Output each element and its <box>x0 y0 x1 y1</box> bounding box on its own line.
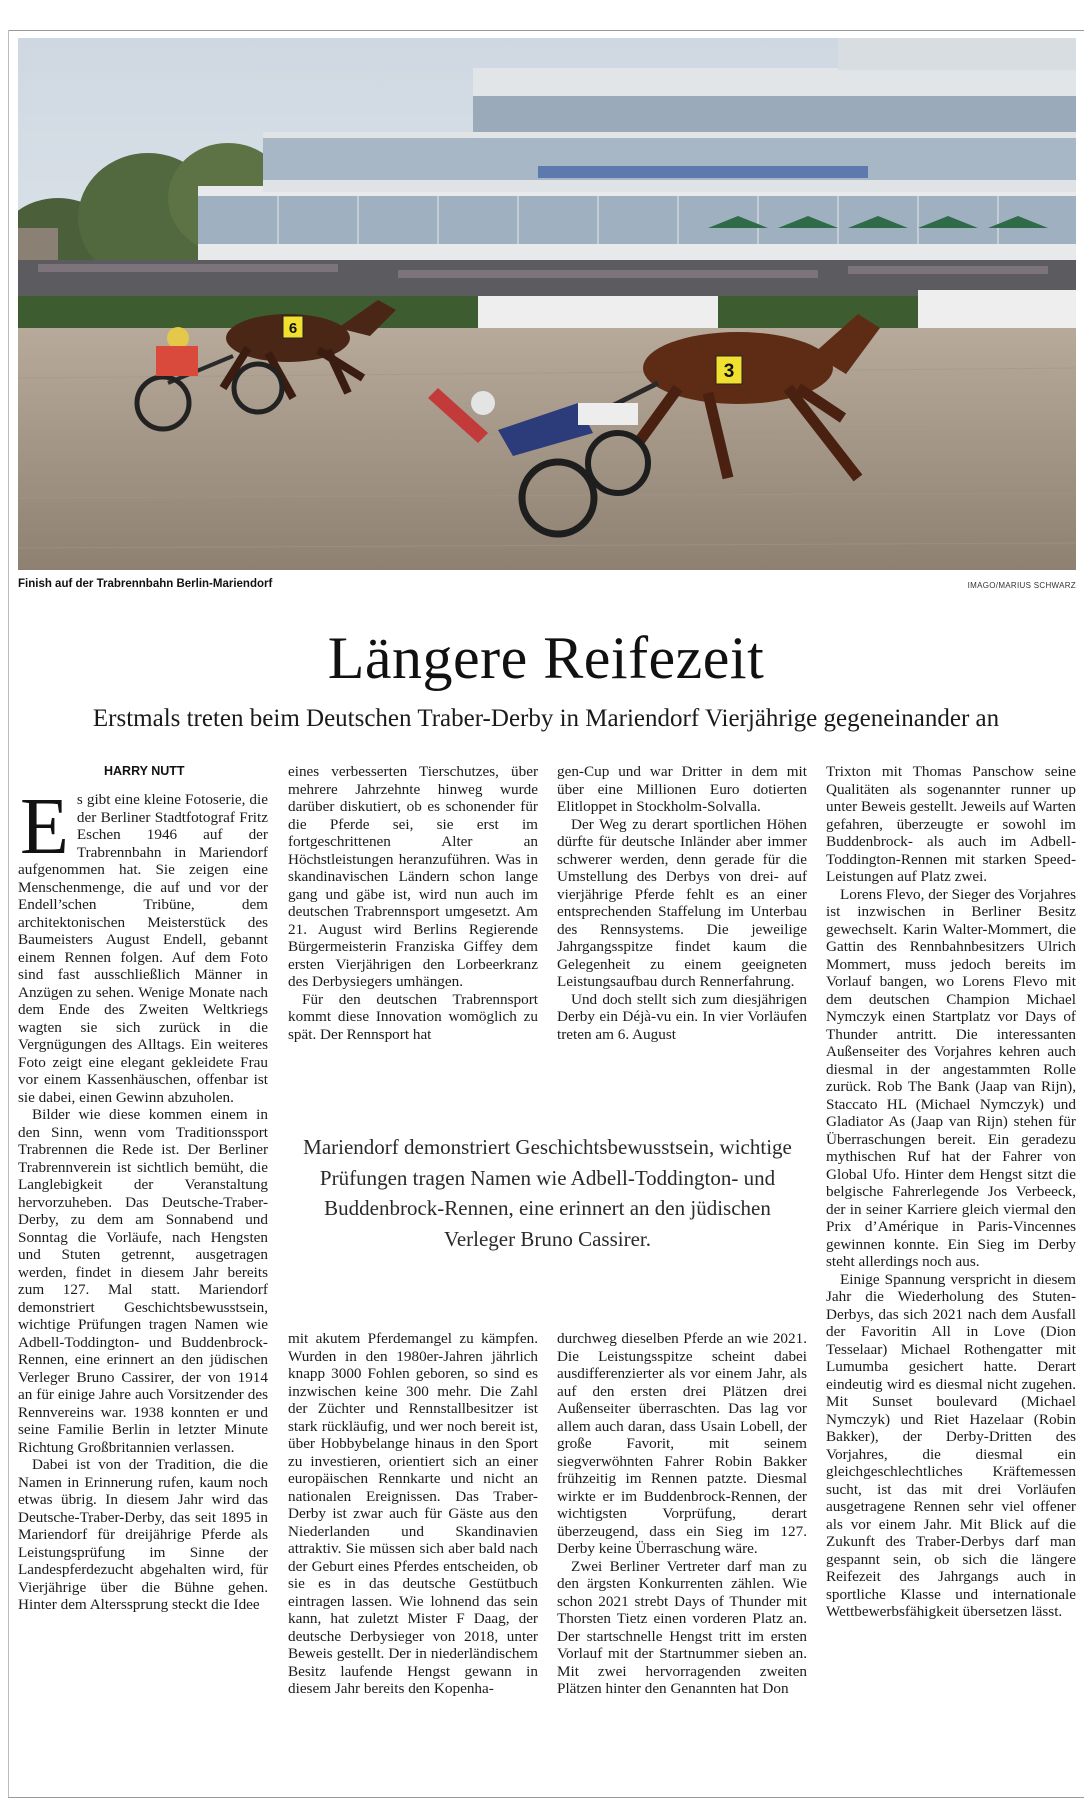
article-paragraph: eines verbesserten Tierschutzes, über mehrere Jahrzehnte hinweg wurde darüber diskutiert, ob es schonender für die Pferde sei, sie erst im fortgeschrittenen Alter an Höchstleistungen heranzuführen. Was in skandinavischen Ländern schon lange gang und gäbe ist, wird nun auch im deutschen Trabrennsport umgesetzt. Am 21. August wird Berlins Regierende Bürgermeisterin Franziska Giffey dem ersten Vierjährigen den Lorbeerkranz des Derbysiegers umhängen. <box>288 763 538 990</box>
article-paragraph: durchweg dieselben Pferde an wie 2021. Die Leistungsspitze scheint dabei ausdifferenzierter als vor einem Jahr, als auf den ersten drei Plätzen drei Außenseiter überraschten. Das lag vor allem auch daran, dass Usain Lobell, der große Favorit, mit seinem siegverwöhnten Fahrer Robin Bakker frühzeitig im Rennen patzte. Diesmal wirkte er im Buddenbrock-Rennen, der wichtigsten Vorprüfung, derart überzeugend, dass ein Sieg im 127. Derby keine Überraschung wäre. <box>557 1330 807 1557</box>
author-byline: HARRY NUTT <box>104 764 185 778</box>
article-paragraph: gen-Cup und war Dritter in dem mit über eine Millionen Euro dotierten Elitloppet in Stockholm-Solvalla. <box>557 763 807 815</box>
horse-3-number: 3 <box>723 361 735 382</box>
article-paragraph <box>18 783 268 1106</box>
horse-6-number: 6 <box>288 320 298 337</box>
subheadline: Erstmals treten beim Deutschen Traber-Derby in Mariendorf Vierjährige gegeneinander an <box>92 705 1000 732</box>
article-paragraph: Trixton mit Thomas Panschow seine Qualitäten als sogenannter runner up unter Beweis gestellt. Jeweils auf Warten gefahren, überzeugte er sowohl im Buddenbrock- als auch im Adbell-Toddington-Rennen mit starken Speed-Leistungen auf Platz zwei. <box>826 763 1076 885</box>
article-column-3-bottom <box>557 1330 807 1770</box>
headline: Längere Reifezeit <box>327 625 765 691</box>
article-paragraph: mit akutem Pferdemangel zu kämpfen. Wurden in den 1980er-Jahren jährlich knapp 3000 Fohlen geboren, so sind es inzwischen keine 300 mehr. Die Zahl der Züchter und Rennstallbesitzer ist stark rückläufig, und wer noch bereit ist, über Hobbybelange hinaus in den Sport zu investieren, orientiert sich an einer europäischen Rennkarte und nicht an nationalen Ereignissen. Das Traber-Derby ist zwar auch für Gäste aus den Niederlanden und Skandinavien attraktiv. Sie müssen sich aber bald nach der Geburt eines Pferdes entscheiden, ob sie es in das deutsche Gestütbuch eintragen lassen. Wie lohnend das sein kann, hat zuletzt Mister F Daag, der deutsche Derbysieger von 2018, unter Beweis gestellt. Der in niederländischem Besitz laufende Hengst gewann in diesem Jahr bereits den Kopenha- <box>288 1330 538 1697</box>
article-paragraph: Dabei ist von der Tradition, die die Namen in Erinnerung rufen, kaum noch etwas übrig. In diesem Jahr wird das Deutsche-Traber-Derby, das seit 1895 in Mariendorf für dreijährige Pferde als Leistungsprüfung im Sinne der Landespferdezucht abgehalten wird, für Vierjährige über die Bühne gehen. Hinter dem Alterssprung steckt die Idee <box>18 1456 268 1613</box>
article-paragraph: Der Weg zu derart sportlichen Höhen dürfte für deutsche Inländer aber immer schwerer werden, denn gerade für die Umstellung des Derbys von drei- auf vierjährige Pferde fehlt es an einer entsprechenden Staffelung im Unterbau des Rennsystems. Die jeweilige Jahrgangsspitze findet kaum die Gelegenheit zu einem geeigneten Leistungsaufbau durch Rennerfahrung. <box>557 815 807 990</box>
race-photo <box>18 38 1076 570</box>
race-photo-illustration <box>18 38 1076 570</box>
article-paragraph: Bilder wie diese kommen einem in den Sinn, wenn vom Traditionssport Trabrennen die Rede ist. Der Berliner Trabrennverein ist sichtlich bemüht, die Langlebigkeit der Veranstaltung hervorzuheben. Das Deutsche-Traber-Derby, zu dem am Sonnabend und Sonntag die Vorläufe, nach Hengsten und Stuten getrennt, ausgetragen werden, findet in diesem Jahr bereits zum 127. Mal statt. Mariendorf demonstriert Geschichtsbewusstsein, wichtige Prüfungen tragen Namen wie Adbell-Toddington- und Buddenbrock-Rennen, eine erinnert an den jüdischen Verleger Bruno Cassirer, der von 1914 an für einige Jahre auch Vorsitzender des Rennvereins war. 1938 konnten er und seine Familie Berlin in letzter Minute Richtung Großbritannien verlassen. <box>18 1106 268 1456</box>
top-rule <box>8 30 1084 31</box>
paragraph-text: s gibt eine kleine Fotoserie, die der Berliner Stadtfotograf Fritz Eschen 1946 auf der Trabrennbahn in Mariendorf aufgenommen hat. Sie zeigen eine Menschenmenge, die auf und vor der Endell’schen Tribüne, dem architektonischen Meisterstück des Baumeisters August Endell, gebannt einem Rennen folgen. Auf dem Foto sind fast ausschließlich Männer in Anzügen zu sehen. Wenige Monate nach dem Ende des Zweiten Weltkriegs wagten sie sich zurück in die Vergnügungen des Alltags. Ein weiteres Foto zeigt eine elegant gekleidete Frau vor einem Kassenhäuschen, offenbar ist sie dabei, einen Gewinn abzuholen. <box>18 791 268 1106</box>
article-paragraph: Lorens Flevo, der Sieger des Vorjahres ist inzwischen in Berliner Besitz gewechselt. Karin Walter-Mommert, die Gattin des Rennbahnbesitzers Ulrich Mommert, muss jedoch bereits im Vorlauf bangen, wo Lorens Flevo mit dem deutschen Champion Michael Nymczyk einen Startplatz vor Days of Thunder antritt. Die interessanten Außenseiter des Vorjahres kehren auch diesmal in der angestammten Rolle zurück. Rob The Bank (Jaap van Rijn), Staccato HL (Michael Nymczyk) und Gladiator As (Jaap van Rijn) stehen für Überraschungen bereit. Ein geradezu mythischen Ruf hat der Fahrer von Global Ufo. Hinter dem Hengst sitzt die belgische Fahrerlegende Jos Verbeeck, der in seiner Karriere gleich viermal den Prix d’Amérique in Paris-Vincennes gewinnen konnte. Ein Sieg im Derby steht allerdings noch aus. <box>826 885 1076 1270</box>
pull-quote: Mariendorf demonstriert Geschichtsbewusstsein, wichtige Prüfungen tragen Namen wie Adbell-Toddington- und Buddenbrock-Rennen, eine erinnert an den jüdischen Verleger Bruno Cassirer. <box>303 1135 792 1251</box>
article-paragraph: Und doch stellt sich zum diesjährigen Derby ein Déjà-vu ein. In vier Vorläufen treten am 6. August <box>557 990 807 1043</box>
left-rule <box>8 30 9 1798</box>
drop-cap: E <box>20 783 69 871</box>
article-column-4 <box>826 763 1076 1783</box>
article-paragraph: Einige Spannung verspricht in diesem Jahr die Wiederholung des Stuten-Derbys, das sich 2021 nach dem Ausfall der Favoritin All in Love (Dion Tesselaar) Michael Rothengatter mit Lumumba gesichert hatte. Derart eindeutig wird es diesmal nicht zugehen. Mit Sunset boulevard (Michael Nymczyk) und Riet Hazelaar (Robin Bakker), der Derby-Dritten des Vorjahres, die diesmal ein gleichgeschlechtliches Kräftemessen sucht, ist das mit drei Vorläufen ausgetragene Rennen sehr viel offener als vor einem Jahr. Mit Blick auf die Zukunft des Traber-Derbys darf man gespannt sein, ob sich die längere Reifezeit des Jahrgangs auch in sportliche Klasse und internationale Wettbewerbsfähigkeit übersetzen lässt. <box>826 1270 1076 1620</box>
photo-credit: IMAGO/MARIUS SCHWARZ <box>967 581 1076 590</box>
article-column-1 <box>18 763 268 1783</box>
article-column-3-top <box>557 763 807 1093</box>
photo-caption: Finish auf der Trabrennbahn Berlin-Mariendorf <box>18 578 273 590</box>
article-paragraph: Zwei Berliner Vertreter darf man zu den ärgsten Konkurrenten zählen. Wie schon 2021 strebt Days of Thunder mit Thorsten Tietz einen vorderen Platz an. Der startschnelle Hengst tritt im ersten Vorlauf mit der Startnummer sieben an. Mit zwei hervorragenden zweiten Plätzen hinter den Genannten hat Don <box>557 1557 807 1697</box>
article-paragraph: Für den deutschen Trabrennsport kommt diese Innovation womöglich zu spät. Der Rennsport hat <box>288 990 538 1043</box>
article-column-2-top <box>288 763 538 1093</box>
bottom-rule <box>8 1797 1084 1798</box>
article-column-2-bottom <box>288 1330 538 1770</box>
